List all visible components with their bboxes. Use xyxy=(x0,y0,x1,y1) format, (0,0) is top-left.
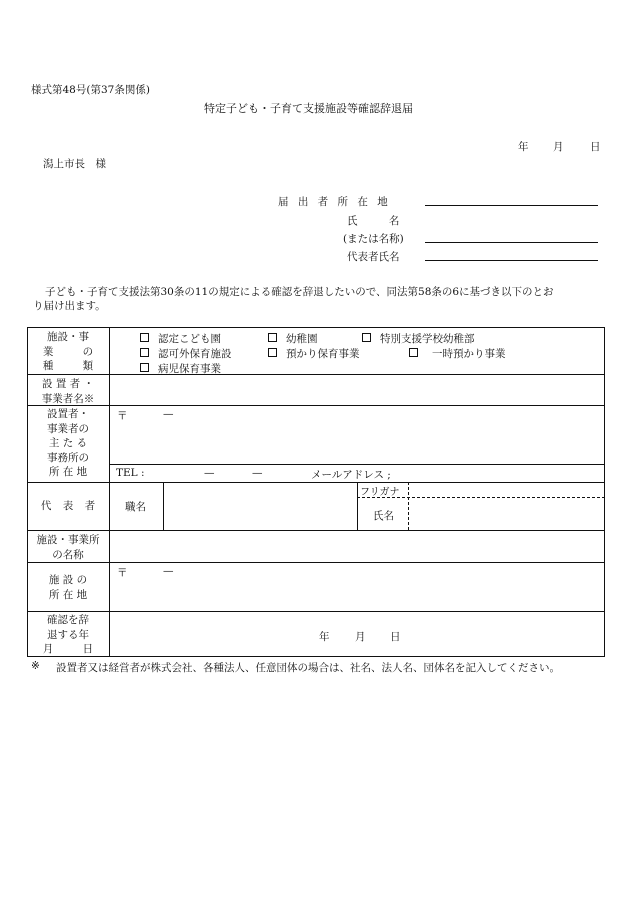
facility-type-option[interactable] xyxy=(268,346,360,361)
withdraw-year: 年 xyxy=(319,631,330,643)
facility-type-label-line: 施設・事 xyxy=(47,331,89,343)
office-address-field[interactable] xyxy=(111,407,603,463)
facility-name-label xyxy=(30,533,106,562)
furigana-label: フリガナ xyxy=(360,487,400,498)
establisher-name-field[interactable] xyxy=(111,376,603,403)
facility-type-option[interactable] xyxy=(140,361,221,376)
position-label: 職名 xyxy=(125,501,146,513)
checkbox-icon[interactable] xyxy=(140,333,149,342)
option-label: 幼稚園 xyxy=(286,333,318,345)
facility-type-option[interactable] xyxy=(140,331,221,346)
office-address-label-line: 所 在 地 xyxy=(48,466,88,478)
postal-dash: — xyxy=(163,408,174,420)
office-address-label-line: 設置者・ xyxy=(47,408,89,420)
form-number: 様式第48号(第37条関係) xyxy=(31,84,150,96)
office-address-label-line: 事業者の xyxy=(47,422,89,435)
representative-label: 代 表 者 xyxy=(40,500,96,512)
applicant-address-label: 届 出 者 所 在 地 xyxy=(278,196,388,208)
facility-postal-dash: — xyxy=(163,565,174,577)
facility-name-field[interactable] xyxy=(111,532,603,561)
office-address-label xyxy=(30,407,106,480)
name-divider xyxy=(357,482,358,530)
option-label: 預かり保育事業 xyxy=(286,348,360,360)
row-divider-1 xyxy=(27,374,605,375)
facility-type-option[interactable] xyxy=(140,346,232,361)
checkbox-icon[interactable] xyxy=(409,348,418,357)
person-name-label: 氏名 xyxy=(373,510,394,522)
date-month: 月 xyxy=(553,141,564,153)
position-field[interactable] xyxy=(165,484,355,528)
tel-label: TEL : xyxy=(116,467,145,479)
furigana-divider xyxy=(408,482,409,530)
body-text-line1: 子ども・子育て支援法第30条の11の規定による確認を辞退したいので、同法第58条の6に基づき以下のとお xyxy=(45,286,554,298)
office-address-label-line: 事務所の xyxy=(47,451,89,464)
facility-address-label xyxy=(30,573,106,602)
checkbox-icon[interactable] xyxy=(362,333,371,342)
date-day: 日 xyxy=(590,141,601,153)
facility-type-option[interactable] xyxy=(362,331,475,346)
withdraw-date-label xyxy=(30,613,106,657)
checkbox-icon[interactable] xyxy=(268,348,277,357)
body-text-line2: り届け出ます。 xyxy=(33,300,106,312)
option-label: 一時預かり事業 xyxy=(432,348,506,360)
facility-address-label-line: 所 在 地 xyxy=(48,588,88,601)
checkbox-icon[interactable] xyxy=(140,363,149,372)
withdraw-day: 日 xyxy=(390,631,401,643)
facility-type-label-line: 業 の xyxy=(42,345,94,358)
row-divider-3 xyxy=(109,464,605,465)
establisher-name-label xyxy=(30,377,106,406)
facility-type-option[interactable] xyxy=(409,346,506,361)
establisher-name-label-line: 設 置 者 ・ xyxy=(41,378,94,390)
facility-postal-mark: 〒 xyxy=(117,567,128,579)
withdraw-month: 月 xyxy=(355,631,366,643)
row-divider-7 xyxy=(27,611,605,612)
row-divider-2 xyxy=(27,405,605,406)
facility-address-label-line: 施 設 の xyxy=(48,574,88,586)
applicant-name-alt-label: (または名称) xyxy=(343,233,404,245)
row-divider-5 xyxy=(27,530,605,531)
person-name-field[interactable] xyxy=(410,499,603,529)
option-label: 特別支援学校幼稚部 xyxy=(380,333,475,345)
furigana-field[interactable] xyxy=(410,484,603,496)
checkbox-icon[interactable] xyxy=(268,333,277,342)
position-divider xyxy=(163,482,164,530)
label-column-divider xyxy=(109,327,110,657)
withdraw-date-label-line: 確認を辞 xyxy=(47,614,89,626)
applicant-name-label: 氏 名 xyxy=(347,215,400,227)
date-year: 年 xyxy=(518,141,529,153)
tel-dash-1: — xyxy=(204,467,215,479)
row-divider-4 xyxy=(27,482,605,483)
row-divider-6 xyxy=(27,562,605,563)
checkbox-icon[interactable] xyxy=(140,348,149,357)
office-address-label-line: 主 た る xyxy=(48,437,88,449)
footnote-text: 設置者又は経営者が株式会社、各種法人、任意団体の場合は、社名、法人名、団体名を記入してください。 xyxy=(56,662,560,674)
form-title: 特定子ども・子育て支援施設等確認辞退届 xyxy=(204,102,413,115)
option-label: 認定こども園 xyxy=(158,333,221,345)
option-label: 認可外保育施設 xyxy=(158,348,232,360)
footnote-mark: ※ xyxy=(31,660,40,672)
applicant-address-field[interactable] xyxy=(425,205,598,206)
addressee: 潟上市長 様 xyxy=(43,158,106,170)
postal-mark: 〒 xyxy=(117,410,128,422)
facility-type-label xyxy=(30,330,106,374)
facility-type-label-line: 種 類 xyxy=(42,360,94,372)
facility-address-field[interactable] xyxy=(111,564,603,610)
withdraw-date-label-line: 退する年 xyxy=(47,628,89,641)
facility-name-label-line: 施設・事業所 xyxy=(36,534,100,546)
establisher-name-label-line: 事業者名※ xyxy=(41,392,95,405)
representative-name-field[interactable] xyxy=(425,260,598,261)
withdraw-date-label-line: 月 日 xyxy=(42,643,94,655)
withdraw-date-field[interactable] xyxy=(111,613,603,655)
option-label: 病児保育事業 xyxy=(158,363,221,375)
facility-type-option[interactable] xyxy=(268,331,318,346)
email-label: メールアドレス ; xyxy=(311,469,391,481)
applicant-name-field[interactable] xyxy=(425,242,598,243)
facility-name-label-line: の名称 xyxy=(52,548,84,561)
tel-dash-2: — xyxy=(252,467,263,479)
representative-name-label: 代表者氏名 xyxy=(347,251,400,263)
